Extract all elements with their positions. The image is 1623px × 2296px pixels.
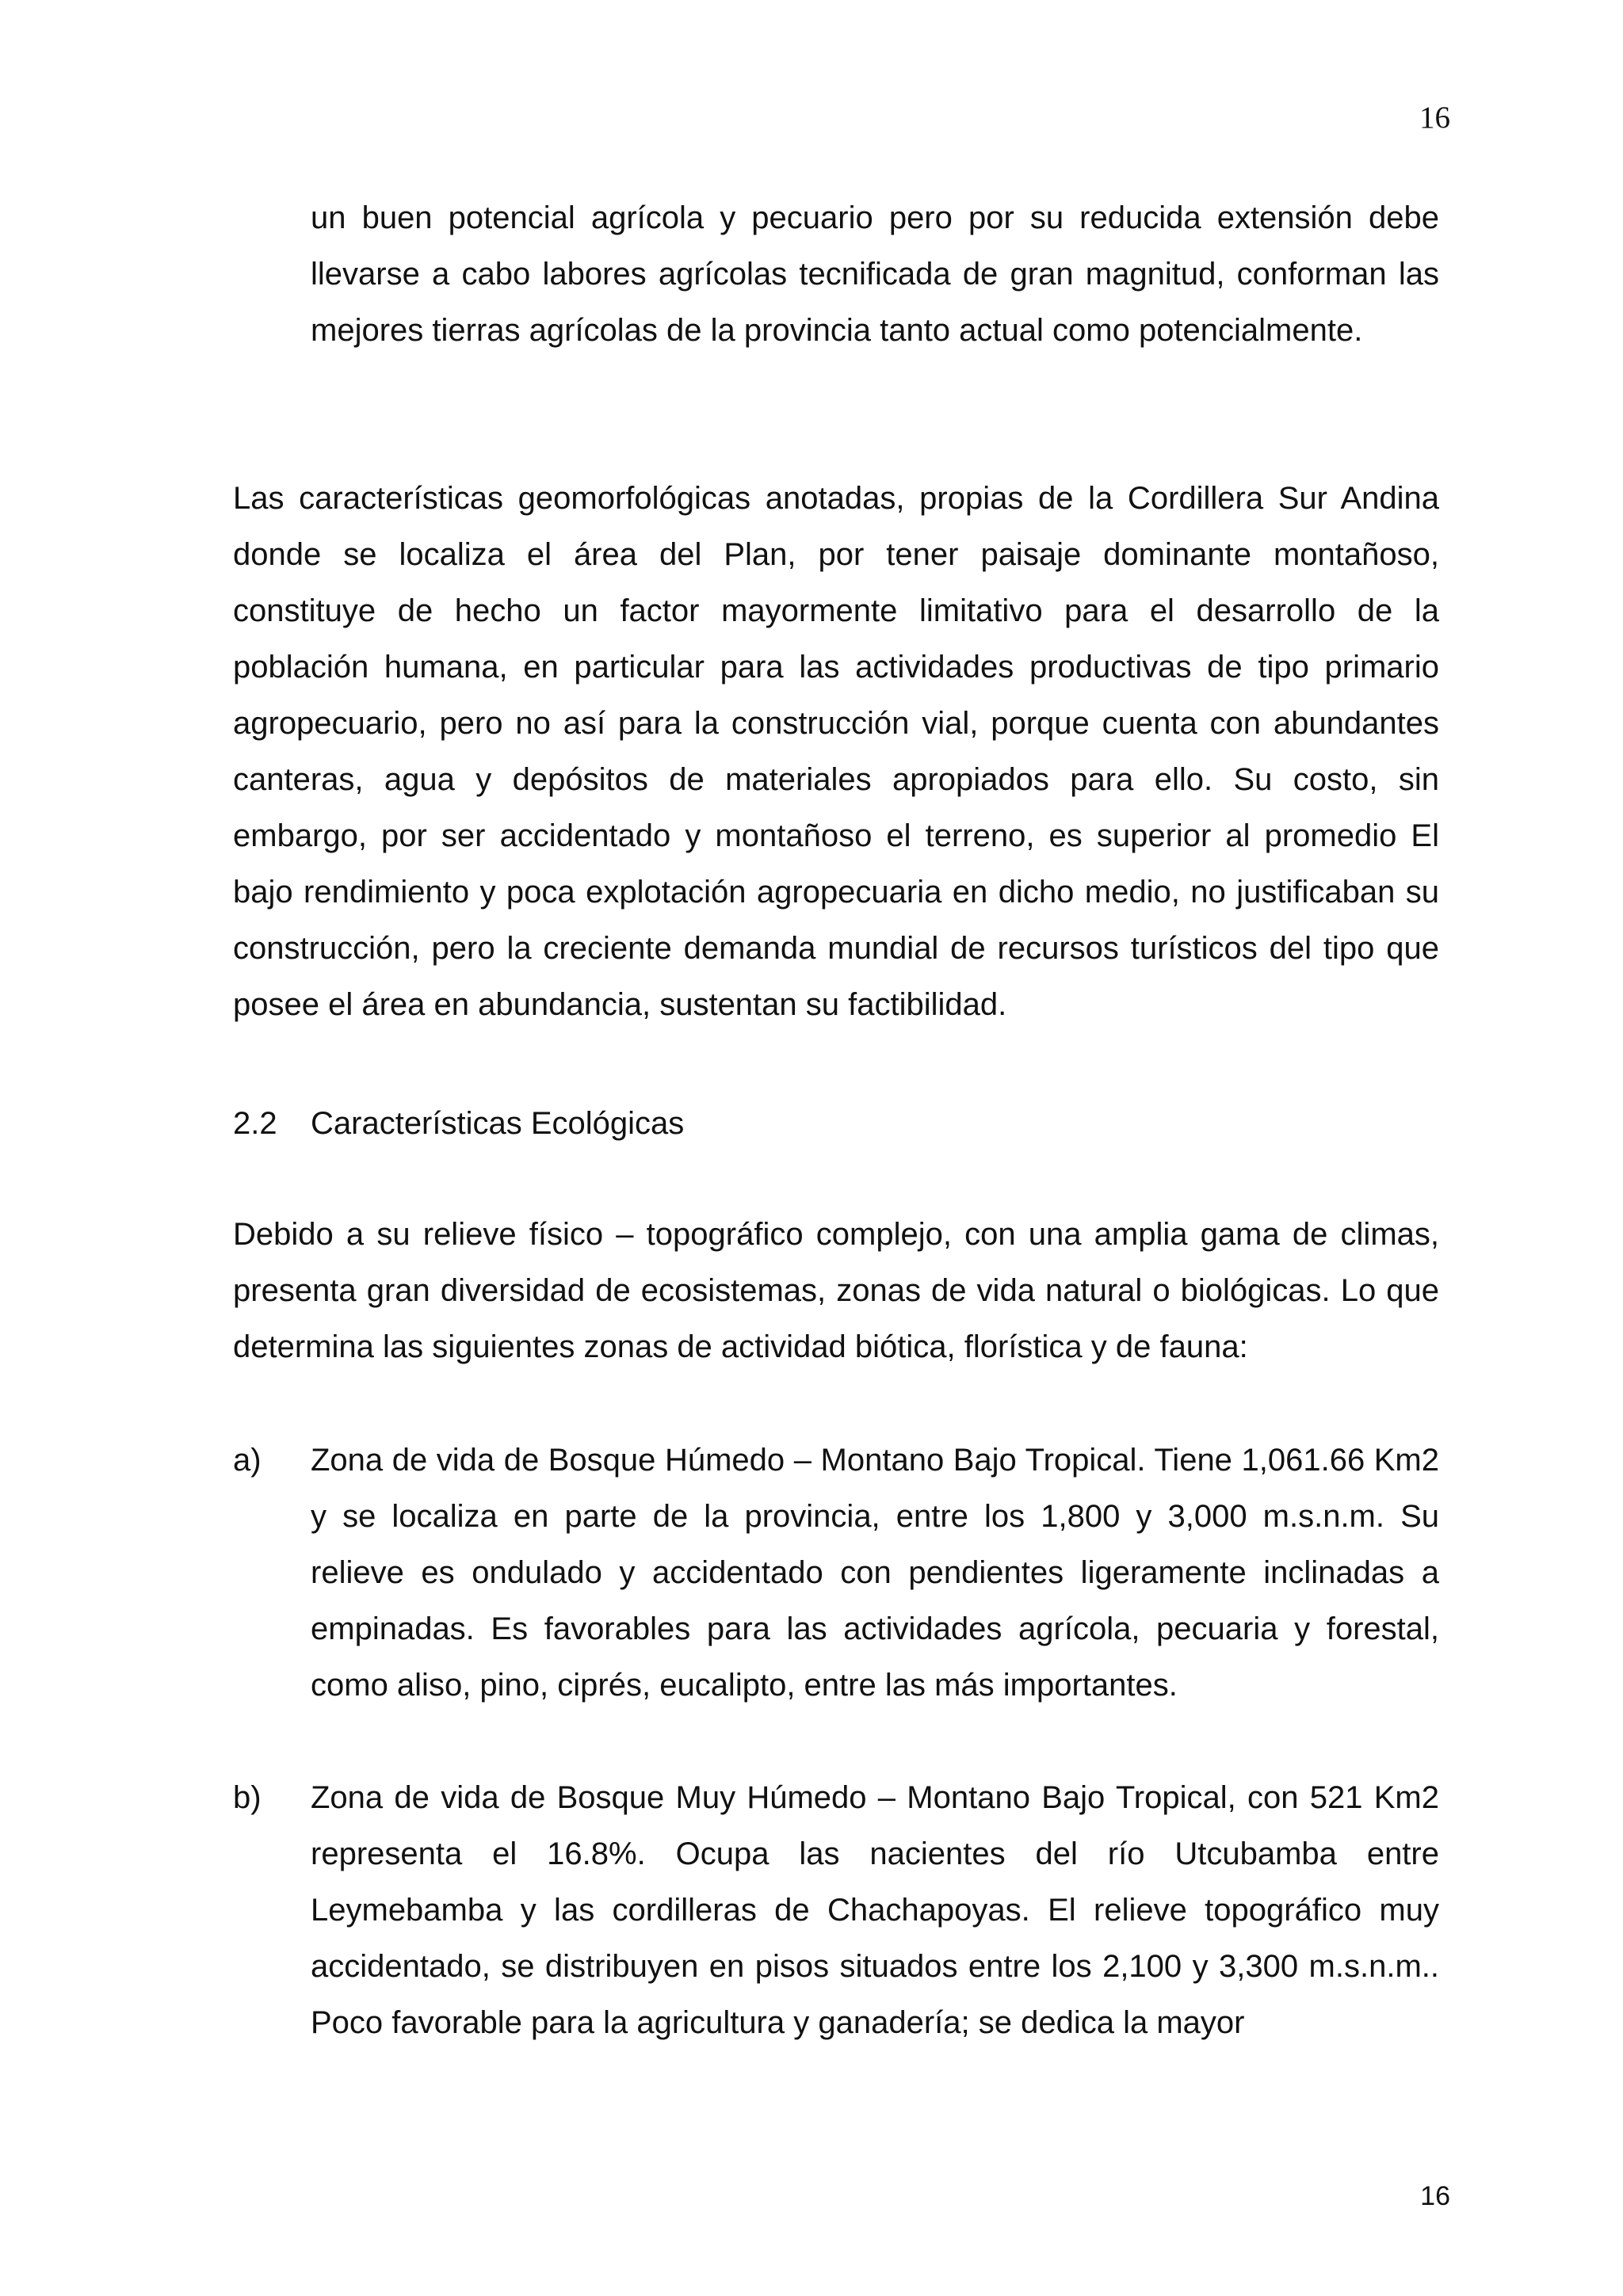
list-item-text: Zona de vida de Bosque Muy Húmedo – Montano Bajo Tropical, con 521 Km2 representa el 16.8%. Ocupa las nacientes del río Utcubamba entre Leymebamba y las cordilleras de Chachapoyas. El relieve topográfico muy accidentado, se distribuyen en pisos situados entre los 2,100 y 3,300 m.s.n.m.. Poco favorable para la agricultura y ganadería; se dedica la mayor: [311, 1780, 1439, 2040]
section-heading: [233, 1096, 1184, 1152]
list-item-text: Zona de vida de Bosque Húmedo – Montano Bajo Tropical. Tiene 1,061.66 Km2 y se localiza en parte de la provincia, entre los 1,800 y 3,000 m.s.n.m. Su relieve es ondulado y accidentado con pendientes ligeramente inclinadas a empinadas. Es favorables para las actividades agrícola, pecuaria y forestal, como aliso, pino, ciprés, eucalipto, entre las más importantes.: [311, 1443, 1439, 1703]
list-marker: b): [233, 1780, 262, 1815]
page-number-top: 16: [1419, 101, 1450, 135]
page-number-bottom: 16: [1420, 2181, 1450, 2211]
section-number: 2.2: [233, 1106, 277, 1141]
list-marker: a): [233, 1443, 262, 1478]
paragraph-intro-continuation: un buen potencial agrícola y pecuario pero por su reducida extensión debe llevarse a cabo labores agrícolas tecnificada de gran magnitud, conforman las mejores tierras agrícolas de la provincia tanto actual como potencialmente.: [311, 200, 1439, 348]
paragraph-ecologia-intro: Debido a su relieve físico – topográfico complejo, con una amplia gama de climas, presenta gran diversidad de ecosistemas, zonas de vida natural o biológicas. Lo que determina las siguientes zonas de actividad biótica, florística y de fauna:: [233, 1217, 1439, 1364]
paragraph-geomorfologia: Las características geomorfológicas anotadas, propias de la Cordillera Sur Andina donde se localiza el área del Plan, por tener paisaje dominante montañoso, constituye de hecho un factor mayormente limitativo para el desarrollo de la población humana, en particular para las actividades productivas de tipo primario agropecuario, pero no así para la construcción vial, porque cuenta con abundantes canteras, agua y depósitos de materiales apropiados para ello. Su costo, sin embargo, por ser accidentado y montañoso el terreno, es superior al promedio El bajo rendimiento y poca explotación agropecuaria en dicho medio, no justificaban su construcción, pero la creciente demanda mundial de recursos turísticos del tipo que posee el área en abundancia, sustentan su factibilidad.: [233, 481, 1439, 1022]
section-title: Características Ecológicas: [311, 1106, 685, 1141]
